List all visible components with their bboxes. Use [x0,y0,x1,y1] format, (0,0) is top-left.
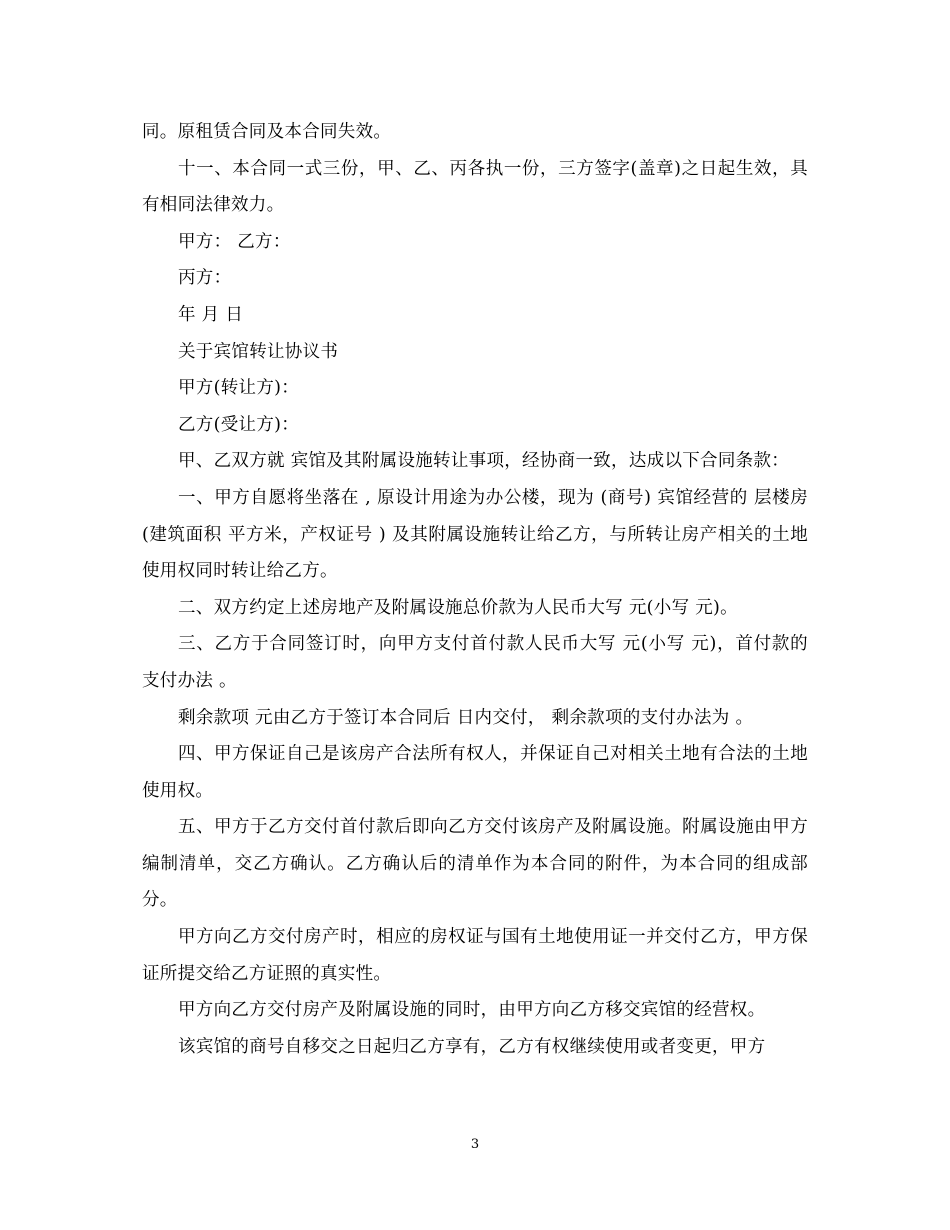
page-number: 3 [470,1137,480,1152]
document-body [142,114,808,1065]
paragraph: 十一、本合同一式三份，甲、乙、丙各执一份，三方签字(盖章)之日起生效，具有相同法律效力。 [142,158,808,216]
paragraph: 四、甲方保证自己是该房产合法所有权人，并保证自己对相关土地有合法的土地使用权。 [142,744,808,801]
party-a-line: 甲方(转让方)： [178,378,300,399]
paragraph: 五、甲方于乙方交付首付款后即向乙方交付该房产及附属设施。附属设施由甲方编制清单，交乙方确认。乙方确认后的清单作为本合同的附件，为本合同的组成部分。 [142,817,808,911]
party-b-line: 乙方(受让方)： [178,414,300,435]
paragraph: 剩余款项 元由乙方于签订本合同后 日内交付， 剩余款项的支付办法为 。 [178,707,754,728]
paragraph: 甲方向乙方交付房产及附属设施的同时，由甲方向乙方移交宾馆的经营权。 [178,1000,766,1021]
paragraph: 二、双方约定上述房地产及附属设施总价款为人民币大写 元(小写 元)。 [178,597,738,618]
paragraph: 甲、乙双方就 宾馆及其附属设施转让事项，经协商一致，达成以下合同条款： [178,451,790,472]
date-line: 年 月 日 [178,304,244,325]
paragraph: 一、甲方自愿将坐落在 , 原设计用途为办公楼，现为 (商号) 宾馆经营的 层楼房(建筑面积 平方米，产权证号 ) 及其附属设施转让给乙方，与所转让房产相关的土地使用权同时转让给乙方。 [142,487,808,582]
paragraph: 该宾馆的商号自移交之日起归乙方享有，乙方有权继续使用或者变更，甲方 [178,1036,766,1057]
signature-line-third-party: 丙方： [178,268,232,289]
agreement-title: 关于宾馆转让协议书 [178,341,339,362]
signature-line-parties: 甲方： 乙方： [178,231,291,252]
paragraph: 三、乙方于合同签订时，向甲方支付首付款人民币大写 元(小写 元)，首付款的支付办法 。 [142,634,808,691]
paragraph: 同。原租赁合同及本合同失效。 [142,122,392,142]
paragraph: 甲方向乙方交付房产时，相应的房权证与国有土地使用证一并交付乙方，甲方保证所提交给乙方证照的真实性。 [142,927,808,984]
